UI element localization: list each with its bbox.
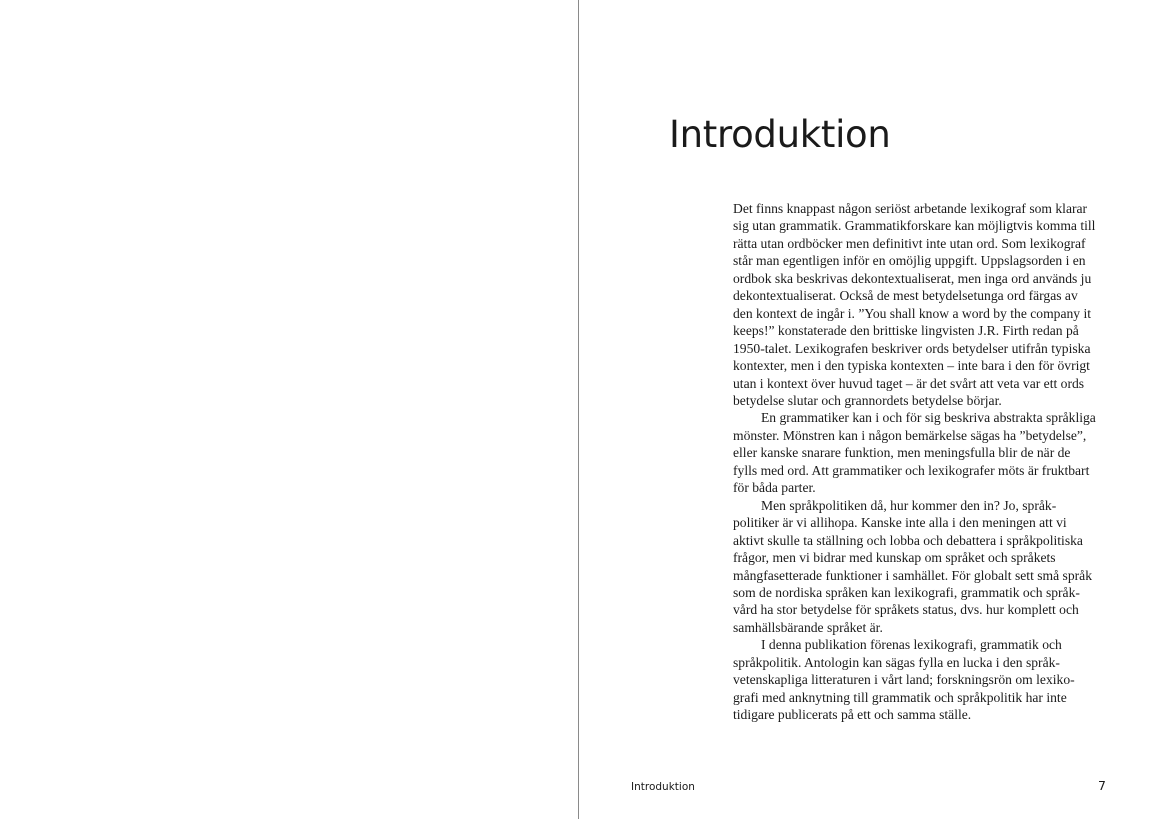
text-line: rätta utan ordböcker men definitivt inte utan ord. Som lexikograf: [733, 235, 1086, 251]
text-line: dekontextualiserat. Också de mest betydelsetunga ord färgas av: [733, 288, 1078, 304]
body-text: [733, 200, 1108, 724]
paragraph: [733, 497, 1108, 637]
text-line: Det finns knappast någon seriöst arbetande lexikograf som klarar: [733, 201, 1088, 216]
paragraph: [733, 636, 1108, 723]
text-line: sig utan grammatik. Grammatikforskare kan möjligtvis komma till: [733, 218, 1096, 234]
text-line: samhällsbärande språket är.: [733, 619, 883, 635]
text-line: grafi med anknytning till grammatik och språkpolitik har inte: [733, 689, 1067, 705]
paragraph: [733, 409, 1108, 496]
text-line: I denna publikation förenas lexikografi, grammatik och: [761, 637, 1062, 653]
text-line: keeps!” konstaterade den brittiske lingvisten J.R. Firth redan på: [733, 323, 1079, 339]
text-line: eller kanske snarare funktion, men meningsfulla blir de när de: [733, 445, 1071, 461]
right-page: [579, 0, 1158, 819]
chapter-title: Introduktion: [669, 113, 891, 156]
page-number: 7: [1098, 778, 1106, 793]
text-line: kontexter, men i den typiska kontexten – inte bara i den för övrigt: [733, 358, 1090, 374]
paragraph: [733, 200, 1108, 409]
running-footer-title: Introduktion: [631, 781, 695, 793]
text-line: vetenskapliga litteraturen i vårt land; forskningsrön om lexiko-: [733, 672, 1075, 688]
text-line: 1950-talet. Lexikografen beskriver ords betydelser utifrån typiska: [733, 340, 1091, 356]
text-line: Men språkpolitiken då, hur kommer den in? Jo, språk-: [761, 497, 1057, 513]
text-line: frågor, men vi bidrar med kunskap om språket och språkets: [733, 550, 1056, 566]
text-line: aktivt skulle ta ställning och lobba och debattera i språkpolitiska: [733, 532, 1083, 548]
text-line: En grammatiker kan i och för sig beskriva abstrakta språkliga: [761, 410, 1096, 426]
text-line: tidigare publicerats på ett och samma ställe.: [733, 707, 972, 723]
text-line: mångfasetterade funktioner i samhället. För globalt sett små språk: [733, 567, 1092, 583]
left-page: [0, 0, 578, 819]
text-line: mönster. Mönstren kan i någon bemärkelse sägas ha ”betydelse”,: [733, 427, 1087, 443]
text-line: politiker är vi allihopa. Kanske inte alla i den meningen att vi: [733, 515, 1067, 531]
text-line: fylls med ord. Att grammatiker och lexikografer möts är fruktbart: [733, 462, 1090, 478]
text-line: språkpolitik. Antologin kan sägas fylla en lucka i den språk-: [733, 654, 1060, 670]
text-line: för båda parter.: [733, 480, 816, 496]
text-line: som de nordiska språken kan lexikografi, grammatik och språk-: [733, 584, 1080, 600]
text-line: står man egentligen inför en omöjlig uppgift. Uppslagsorden i en: [733, 253, 1086, 269]
text-line: betydelse slutar och grannordets betydelse börjar.: [733, 392, 1002, 408]
text-line: utan i kontext över huvud taget – är det svårt att veta var ett ords: [733, 375, 1085, 391]
text-line: den kontext de ingår i. ”You shall know a word by the company it: [733, 305, 1092, 321]
text-line: vård ha stor betydelse för språkets status, dvs. hur komplett och: [733, 602, 1079, 618]
text-line: ordbok ska beskrivas dekontextualiserat, men inga ord används ju: [733, 270, 1092, 286]
